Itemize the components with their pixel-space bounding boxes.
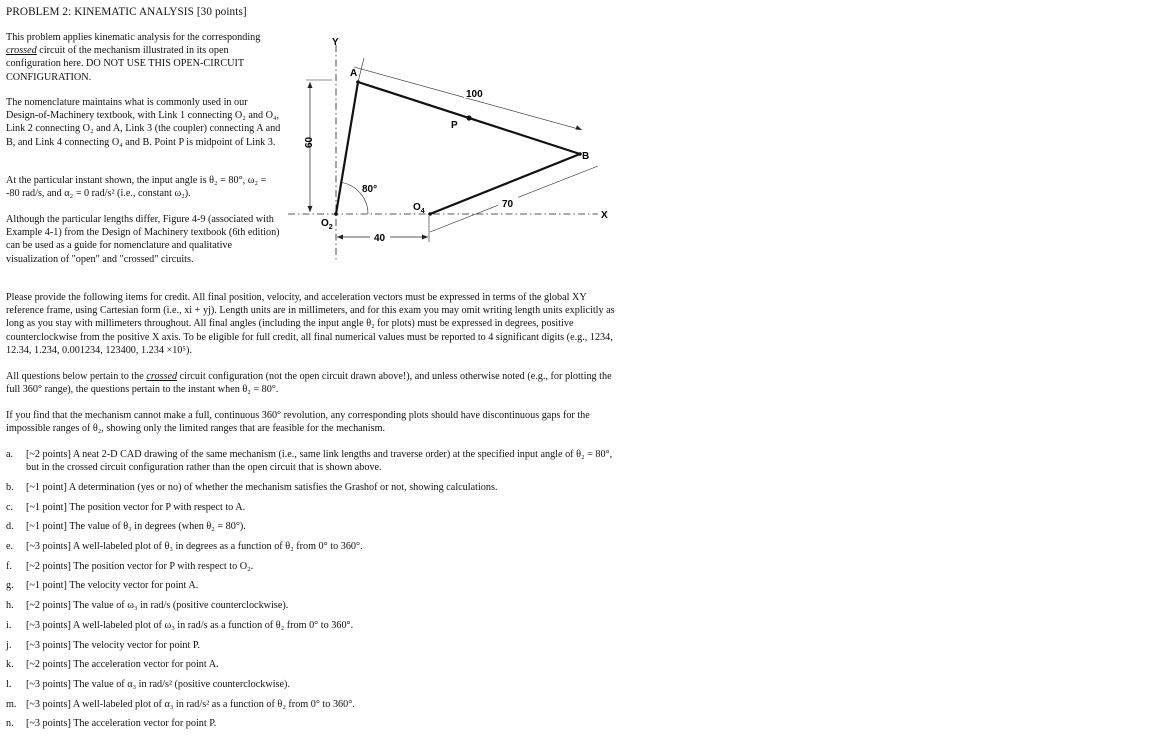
question-label: d. [6, 521, 14, 533]
note-text: All questions below pertain to the [6, 371, 147, 382]
label-A-leader [358, 58, 364, 82]
instructions-paragraph: Please provide the following items for credit. All final position, velocity, and acceleration vectors must be expressed in terms of the global XY reference frame, using Cartesian form (i.e., xi + yj). Length units are in millimeters, and for this exam you may omit writing length units explicitly as long as you stay with millimeters throughout. All final angles (including the input angle θ₂ for plots) must be expressed in degrees, positive counterclockwise from the positive X axis. To be eligible for full credit, all final numerical values must be reported to 4 significant digits (e.g., 1234, 12.34, 1.234, 0.001234, 123400, 1.234 ×10⁵). [6, 292, 615, 356]
angle-80-label: 80° [362, 184, 378, 195]
question-text: [~2 points] A neat 2-D CAD drawing of the same mechanism (i.e., same link lengths and traverse order) at the specified input angle of θ₂ = 80°, but in the crossed circuit configuration rather than the open circuit that is shown above. [26, 449, 613, 474]
question-label: k. [6, 659, 14, 671]
link-2 [336, 82, 358, 214]
question-label: b. [6, 481, 14, 493]
question-item [6, 560, 618, 573]
label-A: A [350, 68, 358, 79]
question-label: h. [6, 600, 14, 612]
question-text: [~3 points] A well-labeled plot of ω₃ in rad/s as a function of θ₂ from 0° to 360°. [26, 619, 354, 631]
question-text: [~3 points] The acceleration vector for point P. [26, 718, 217, 730]
question-text: [~2 points] The acceleration vector for point A. [26, 659, 219, 671]
question-text: [~3 points] The velocity vector for point P. [26, 639, 200, 651]
question-label: n. [6, 718, 14, 730]
joint-A [356, 80, 360, 84]
question-text: [~1 point] The velocity vector for point A. [26, 580, 199, 592]
question-label: m. [6, 698, 17, 710]
question-item [6, 448, 618, 474]
dim-100-arrow [576, 125, 583, 130]
dim-100-label: 100 [466, 89, 483, 100]
question-list [6, 448, 618, 737]
question-text: [~2 points] The value of ω₃ in rad/s (positive counterclockwise). [26, 600, 289, 612]
question-item [6, 599, 618, 612]
pivot-O2 [334, 212, 338, 216]
question-item [6, 540, 618, 553]
label-O4: $O_4$ [413, 202, 425, 215]
label-B: B [582, 151, 590, 162]
problem-title: PROBLEM 2: KINEMATIC ANALYSIS [30 points] [6, 6, 247, 18]
question-item [6, 717, 618, 730]
question-label: l. [6, 678, 12, 690]
note-text: circuit configuration (not the open circuit drawn above!), and unless otherwise noted (e.g., for plotting the full 360° range), the questions pertain to the instant when θ₂ = 80°. [6, 371, 612, 396]
y-axis-label: Y [332, 37, 339, 48]
intro-text: This problem applies kinematic analysis for the corresponding [6, 32, 261, 43]
question-text: [~1 point] The value of θ₃ in degrees (when θ₂ = 80°). [26, 521, 246, 533]
question-item [6, 658, 618, 671]
question-item [6, 520, 618, 533]
question-item [6, 698, 618, 711]
question-label: c. [6, 501, 14, 513]
question-item [6, 678, 618, 691]
question-item [6, 501, 618, 514]
dim-40-label: 40 [374, 233, 386, 244]
dim-60-label: 60 [304, 136, 315, 148]
dim-70-label: 70 [502, 199, 514, 210]
intro-paragraph-4: Although the particular lengths differ, Figure 4-9 (associated with Example 4-1) from the Design of Machinery textbook (6th edition) can be used as a guide for nomenclature and qualitative visualization of "open" and "crossed" circuits. [6, 214, 280, 265]
point-P [466, 115, 471, 120]
question-label: g. [6, 580, 14, 592]
crossed-emphasis: crossed [146, 371, 178, 382]
x-axis-label: X [601, 210, 608, 221]
intro-paragraph-3: At the particular instant shown, the input angle is θ₂ = 80°, ω₂ = -80 rad/s, and α₂ = 0 rad/s² (i.e., constant ω₂). [6, 175, 267, 200]
question-item [6, 481, 618, 494]
question-item [6, 639, 618, 652]
crossed-circuit-note [6, 370, 618, 396]
question-text: [~1 point] The position vector for P with respect to A. [26, 501, 246, 513]
question-label: a. [6, 449, 14, 460]
discontinuity-note: If you find that the mechanism cannot make a full, continuous 360° revolution, any corresponding plots should have discontinuous gaps for the impossible ranges of θ₂, showing only the limited ranges that are feasible for the mechanism. [6, 410, 590, 435]
crossed-emphasis: crossed [6, 45, 37, 57]
question-text: [~3 points] A well-labeled plot of θ₃ in degrees as a function of θ₂ from 0° to 360°. [26, 541, 363, 553]
question-item [6, 619, 618, 632]
question-item [6, 579, 618, 592]
label-P: P [451, 120, 458, 131]
intro-text: circuit of the mechanism illustrated in its open configuration here. DO NOT USE THIS OPEN-CIRCUIT CONFIGURATION. [6, 45, 244, 83]
question-text: [~3 points] The value of α₃ in rad/s² (positive counterclockwise). [26, 678, 290, 690]
intro-paragraph-2: The nomenclature maintains what is commonly used in our Design-of-Machinery textbook, with Link 1 connecting O₂ and O₄, Link 2 connecting O₂ and A, Link 3 (the coupler) connecting A and B, and Link 4 connecting O₄ and B. Point P is midpoint of Link 3. [6, 97, 281, 148]
question-text: [~1 point] A determination (yes or no) of whether the mechanism satisfies the Grashof or not, showing calculations. [26, 481, 498, 493]
question-label: i. [6, 619, 12, 631]
question-label: f. [6, 560, 12, 572]
question-text: [~3 points] A well-labeled plot of α₃ in rad/s² as a function of θ₂ from 0° to 360°. [26, 698, 355, 710]
question-label: j. [6, 639, 12, 651]
label-O2: $O_2$ [321, 218, 333, 231]
intro-paragraph-1 [6, 31, 281, 84]
pivot-O4 [428, 212, 432, 216]
question-label: e. [6, 541, 14, 553]
mechanism-diagram [280, 30, 620, 270]
question-text: [~2 points] The position vector for P with respect to O₂. [26, 560, 254, 572]
